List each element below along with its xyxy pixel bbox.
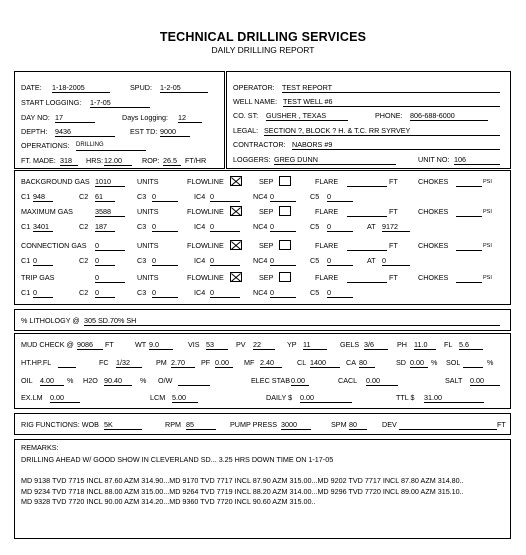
lithology-label: % LITHOLOGY @ [21,316,80,325]
flare-ft-label: FT [389,177,398,186]
elecstab-label: ELEC STAB [251,376,291,385]
elecstab-field[interactable]: 0.00 [291,376,309,386]
gels-label: GELS [340,340,360,349]
psi-label: PSI [483,275,492,281]
remarks-line: MD 9234 TVD 7718 INCL 88.00 AZM 315.00...MD 9264 TVD 7719 INCL 88.20 AZM 314.00...MD 9296 TVD 7720 INCL 89.00 AZM 315.10.. [21,486,464,496]
vis-field[interactable]: 53 [206,340,228,350]
nc4-label: NC4 [253,256,268,265]
at-label: AT [367,256,376,265]
ic4-label: IC4 [194,256,206,265]
daily-field[interactable]: 0.00 [300,393,352,403]
ic4-field[interactable]: 0 [210,192,240,202]
chokes-field[interactable] [456,207,482,217]
pv-label: PV [236,340,246,349]
sep-label: SEP [259,177,274,186]
c5-field[interactable]: 0 [327,192,353,202]
chokes-label: CHOKES [418,207,449,216]
pm-field[interactable]: 2.70 [171,358,195,368]
c1-label: C1 [21,222,31,231]
gels-field[interactable]: 3/6 [364,340,388,350]
c3-field[interactable]: 0 [152,222,178,232]
c2-label: C2 [79,256,89,265]
remarks-line: DRILLING AHEAD W/ GOOD SHOW IN CLEVERLAND SD... 3.25 HRS DOWN TIME ON 1-17-05 [21,455,334,464]
est-td-field[interactable]: 9000 [160,127,190,137]
operations-field[interactable]: DRILLING [76,141,146,151]
wob-field[interactable]: 5K [104,420,142,430]
sep-label: SEP [259,273,274,282]
mf-label: MF [244,358,255,367]
c3-label: C3 [137,288,147,297]
flare-label: FLARE [315,273,339,282]
hthp-label: HT.HP.FL [21,358,52,367]
ph-label: PH [397,340,407,349]
c2-field[interactable]: 187 [95,222,115,232]
yp-label: YP [287,340,297,349]
depth-label: DEPTH: [21,127,48,136]
date-label: DATE: [21,83,42,92]
contractor-label: CONTRACTOR: [233,140,286,149]
wt-label: WT [135,340,147,349]
dev-label: DEV [382,420,397,429]
co-st-field[interactable]: GUSHER , TEXAS [266,111,348,121]
salt-label: SALT [445,376,463,385]
psi-label: PSI [483,243,492,249]
ic4-label: IC4 [194,192,206,201]
c5-field[interactable]: 0 [327,288,353,298]
pump-press-field[interactable]: 3000 [281,420,311,430]
cl-label: CL [297,358,307,367]
well-name-field[interactable]: TEST WELL #6 [283,97,500,107]
c5-label: C5 [310,192,320,201]
sep-checkbox[interactable] [279,176,291,186]
gas-units-field[interactable]: 0 [95,273,125,283]
depth-field[interactable]: 9436 [55,127,115,137]
day-no-field[interactable]: 17 [55,113,95,123]
sol-pct: % [487,358,494,367]
at-field[interactable]: 9172 [382,222,410,232]
flowline-label: FLOWLINE [187,177,224,186]
legal-field[interactable]: SECTION ?, BLOCK ? H. & T.C. RR SYRVEY [264,126,500,136]
c1-label: C1 [21,192,31,201]
flowline-checkbox[interactable] [230,206,242,216]
sep-checkbox[interactable] [279,272,291,282]
c1-field[interactable]: 3401 [33,222,53,232]
phone-label: PHONE: [375,111,403,120]
ic4-field[interactable]: 0 [210,222,240,232]
mud-check-label: MUD CHECK @ [21,340,74,349]
c1-label: C1 [21,256,31,265]
chokes-label: CHOKES [418,273,449,282]
flowline-checkbox[interactable] [230,176,242,186]
remarks-line: MD 9138 TVD 7715 INCL 87.60 AZM 314.90...MD 9170 TVD 7717 INCL 87.90 AZM 315.00...MD 9202 TVD 7717 INCL 87.80 AZM 314.80.. [21,476,464,485]
report-title: TECHNICAL DRILLING SERVICES [159,30,367,44]
dev-field[interactable] [399,420,497,430]
days-logging-label: Days Logging: [122,113,168,122]
gas-units-label: UNITS [137,273,159,282]
at-label: AT [367,222,376,231]
unit-no-label: UNIT NO: [418,155,450,164]
sep-label: SEP [259,241,274,250]
gas-units-label: UNITS [137,207,159,216]
c3-field[interactable]: 0 [152,192,178,202]
flowline-label: FLOWLINE [187,273,224,282]
flowline-label: FLOWLINE [187,207,224,216]
rpm-label: RPM [165,420,181,429]
hthp-field[interactable] [58,358,76,368]
sep-label: SEP [259,207,274,216]
c5-label: C5 [310,222,320,231]
co-st-label: CO. ST: [233,111,259,120]
gas-row-label: BACKGROUND GAS [21,177,90,186]
unit-no-field[interactable]: 106 [454,155,500,165]
ft-made-field[interactable]: 318 [60,156,78,166]
at-field[interactable]: 0 [382,256,410,266]
gas-row-label: CONNECTION GAS [21,241,87,250]
flare-field[interactable] [347,241,387,251]
flare-label: FLARE [315,177,339,186]
psi-label: PSI [483,209,492,215]
fl-label: FL [444,340,453,349]
sep-checkbox[interactable] [279,240,291,250]
ic4-field[interactable]: 0 [210,288,240,298]
report-subtitle: DAILY DRILLING REPORT [211,45,315,55]
c5-field[interactable]: 0 [327,222,353,232]
ph-field[interactable]: 11.0 [414,340,436,350]
gas-box [14,170,511,305]
hrs-label: HRS: [86,156,104,165]
loggers-field[interactable]: GREG DUNN [274,155,396,165]
yp-field[interactable]: 11 [303,340,327,350]
c3-field[interactable]: 0 [152,256,178,266]
c2-label: C2 [79,222,89,231]
lcm-field[interactable]: 5.00 [172,393,198,403]
ft-made-label: FT. MADE: [21,156,56,165]
nc4-label: NC4 [253,288,268,297]
nc4-field[interactable]: 0 [270,288,296,298]
c3-label: C3 [137,192,147,201]
mf-field[interactable]: 2.40 [260,358,282,368]
c3-label: C3 [137,256,147,265]
h2o-label: H2O [83,376,98,385]
well-name-label: WELL NAME: [233,97,278,106]
chokes-label: CHOKES [418,177,449,186]
fl-field[interactable]: 5.6 [459,340,483,350]
sol-label: SOL [446,358,461,367]
gas-units-label: UNITS [137,177,159,186]
nc4-label: NC4 [253,192,268,201]
gas-units-field[interactable]: 0 [95,241,125,251]
flowline-label: FLOWLINE [187,241,224,250]
psi-label: PSI [483,179,492,185]
flowline-checkbox[interactable] [230,240,242,250]
flowline-checkbox[interactable] [230,272,242,282]
gas-units-label: UNITS [137,241,159,250]
nc4-field[interactable]: 0 [270,256,296,266]
c3-field[interactable]: 0 [152,288,178,298]
gas-units-field[interactable]: 1010 [95,177,125,187]
gas-row-label: TRIP GAS [21,273,55,282]
chokes-field[interactable] [456,273,482,283]
phone-field[interactable]: 806-688-6000 [410,111,488,121]
flare-label: FLARE [315,207,339,216]
daily-label: DAILY $ [266,393,293,402]
gas-units-field[interactable]: 3588 [95,207,125,217]
ic4-label: IC4 [194,222,206,231]
fc-field[interactable]: 1/32 [116,358,142,368]
oil-pct: % [67,376,74,385]
dev-ft: FT [497,420,506,429]
cacl-label: CACL [338,376,358,385]
operator-label: OPERATOR: [233,83,275,92]
exlm-field[interactable]: 0.00 [50,393,80,403]
sep-checkbox[interactable] [279,206,291,216]
wt-field[interactable]: 9.0 [149,340,173,350]
hrs-field[interactable]: 12.00 [104,156,132,166]
remarks-line: MD 9328 TVD 7720 INCL 90.00 AZM 314.20...MD 9360 TVD 7720 INCL 90.60 AZM 315.00.. [21,497,316,506]
flare-ft-label: FT [389,273,398,282]
days-logging-field[interactable]: 12 [178,113,202,123]
ca-label: CA [346,358,356,367]
ca-field[interactable]: 80 [359,358,375,368]
rig-functions-label: RIG FUNCTIONS: WOB [21,420,99,429]
start-logging-field[interactable]: 1-7-05 [90,98,150,108]
spud-field[interactable]: 1-2-05 [160,83,208,93]
flare-ft-label: FT [389,207,398,216]
spud-label: SPUD: [130,83,152,92]
c2-label: C2 [79,192,89,201]
salt-field[interactable]: 0.00 [470,376,500,386]
pf-label: PF [201,358,211,367]
c2-field[interactable]: 0 [95,256,115,266]
c1-label: C1 [21,288,31,297]
nc4-field[interactable]: 0 [270,192,296,202]
c1-field[interactable]: 0 [33,256,53,266]
oil-label: OIL [21,376,33,385]
cl-field[interactable]: 1400 [310,358,340,368]
c5-label: C5 [310,288,320,297]
h2o-pct: % [140,376,147,385]
rop-unit: FT/HR [185,156,207,165]
c5-label: C5 [310,256,320,265]
sd-label: SD [396,358,406,367]
sd-field[interactable]: 0.00 [410,358,428,368]
rop-label: ROP: [142,156,160,165]
flare-field[interactable] [347,273,387,283]
flare-field[interactable] [347,177,387,187]
c2-field[interactable]: 0 [95,288,115,298]
est-td-label: EST TD: [130,127,158,136]
loggers-label: LOGGERS: [233,155,271,164]
contractor-field[interactable]: NABORS #9 [292,140,500,150]
vis-label: VIS [188,340,200,349]
spm-field[interactable]: 80 [349,420,367,430]
mud-check-ft: FT [105,340,114,349]
pf-field[interactable]: 0.00 [215,358,233,368]
fc-label: FC [99,358,109,367]
pump-press-label: PUMP PRESS [230,420,277,429]
ow-label: O/W [158,376,173,385]
lcm-label: LCM [150,393,166,402]
start-logging-label: START LOGGING: [21,98,82,107]
c1-field[interactable]: 948 [33,192,53,202]
pm-label: PM [156,358,167,367]
ic4-field[interactable]: 0 [210,256,240,266]
spm-label: SPM [331,420,347,429]
c5-field[interactable]: 0 [327,256,353,266]
ic4-label: IC4 [194,288,206,297]
flare-ft-label: FT [389,241,398,250]
operator-field[interactable]: TEST REPORT [282,83,500,93]
ttl-label: TTL $ [396,393,415,402]
nc4-field[interactable]: 0 [270,222,296,232]
rop-field[interactable]: 26.5 [163,156,181,166]
remarks-label: REMARKS: [21,443,59,452]
legal-label: LEGAL: [233,126,259,135]
sol-field[interactable] [463,358,483,368]
c1-field[interactable]: 0 [33,288,53,298]
nc4-label: NC4 [253,222,268,231]
day-no-label: DAY NO: [21,113,50,122]
exlm-label: EX.LM [21,393,43,402]
flare-field[interactable] [347,207,387,217]
date-field[interactable]: 1-18-2005 [52,83,110,93]
oil-field[interactable]: 4.00 [40,376,64,386]
rpm-field[interactable]: 85 [186,420,216,430]
chokes-label: CHOKES [418,241,449,250]
ow-field[interactable] [178,376,210,386]
pv-field[interactable]: 22 [253,340,275,350]
ttl-field[interactable]: 31.00 [424,393,484,403]
lithology-field[interactable]: 305 SD.70% SH [84,316,500,326]
mud-check-field[interactable]: 9086 [77,340,103,350]
chokes-field[interactable] [456,241,482,251]
chokes-field[interactable] [456,177,482,187]
c2-field[interactable]: 61 [95,192,115,202]
c3-label: C3 [137,222,147,231]
cacl-field[interactable]: 0.00 [366,376,398,386]
flare-label: FLARE [315,241,339,250]
operations-label: OPERATIONS: [21,141,70,150]
c2-label: C2 [79,288,89,297]
h2o-field[interactable]: 90.40 [104,376,132,386]
gas-row-label: MAXIMUM GAS [21,207,73,216]
sd-pct: % [431,358,438,367]
